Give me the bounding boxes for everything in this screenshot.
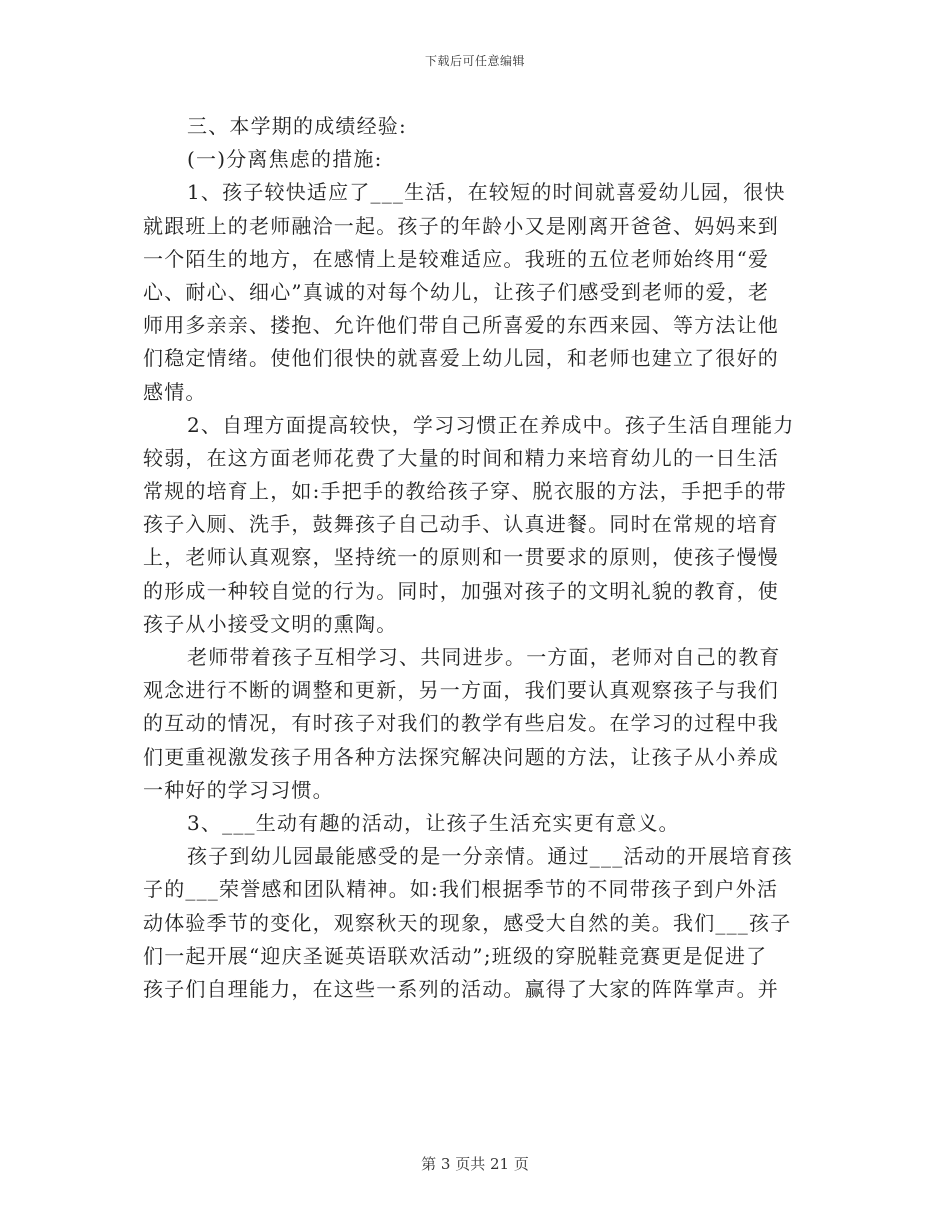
text-line: 2、自理方面提高较快，学习习惯正在养成中。孩子生活自理能力 — [187, 412, 795, 437]
text-line: 们更重视激发孩子用各种方法探究解决问题的方法，让孩子从小养成 — [143, 744, 779, 769]
text-line: 动体验季节的变化，观察秋天的现象，感受大自然的美。我们___孩子 — [143, 910, 792, 935]
text-line: 们稳定情绪。使他们很快的就喜爱上幼儿园，和老师也建立了很好的 — [143, 346, 779, 371]
text-line: 老师带着孩子互相学习、共同进步。一方面，老师对自己的教育 — [187, 645, 781, 669]
text-line: (一)分离焦虑的措施: — [187, 147, 383, 172]
text-line: 较弱，在这方面老师花费了大量的时间和精力来培育幼儿的一日生活 — [143, 445, 779, 470]
text-line: 的形成一种较自觉的行为。同时，加强对孩子的文明礼貌的教育，使 — [143, 578, 779, 603]
document-body — [143, 110, 807, 1006]
text-line: 的互动的情况，有时孩子对我们的教学有些启发。在学习的过程中我 — [143, 711, 779, 736]
text-line: 孩子到幼儿园最能感受的是一分亲情。通过___活动的开展培育孩 — [187, 844, 793, 869]
text-line: 1、孩子较快适应了___生活，在较短的时间就喜爱幼儿园，很快 — [187, 180, 786, 205]
text-line: 感情。 — [143, 379, 207, 404]
text-line: 观念进行不断的调整和更新，另一方面，我们要认真观察孩子与我们 — [143, 678, 779, 703]
text-line: 子的___荣誉感和团队精神。如:我们根据季节的不同带孩子到户外活 — [143, 877, 779, 902]
text-line: 常规的培育上，如:手把手的教给孩子穿、脱衣服的方法，手把手的带 — [143, 479, 787, 504]
page-footer: 第 3 页共 21 页 — [421, 1155, 529, 1173]
text-line: 就跟班上的老师融洽一起。孩子的年龄小又是刚离开爸爸、妈妈来到 — [143, 213, 779, 238]
text-line: 一个陌生的地方，在感情上是较难适应。我班的五位老师始终用“爱 — [143, 246, 770, 271]
text-line: 师用多亲亲、搂抱、允许他们带自己所喜爱的东西来园、等方法让他 — [143, 313, 779, 338]
page-header: 下载后可任意编辑 — [424, 54, 525, 68]
text-line: 孩子入厕、洗手，鼓舞孩子自己动手、认真进餐。同时在常规的培育 — [143, 512, 779, 537]
text-line: 孩子从小接受文明的熏陶。 — [143, 611, 398, 636]
text-line: 一种好的学习习惯。 — [143, 777, 334, 802]
text-line: 心、耐心、细心”真诚的对每个幼儿，让孩子们感受到老师的爱，老 — [143, 279, 770, 304]
text-line: 孩子们自理能力，在这些一系列的活动。赢得了大家的阵阵掌声。并 — [143, 976, 779, 1001]
text-line: 上，老师认真观察，坚持统一的原则和一贯要求的原则，使孩子慢慢 — [143, 545, 779, 570]
text-line: 三、本学期的成绩经验: — [187, 114, 407, 138]
text-line: 3、___生动有趣的活动，让孩子生活充实更有意义。 — [187, 810, 680, 835]
text-line: 们一起开展“迎庆圣诞英语联欢活动”;班级的穿脱鞋竞赛更是促进了 — [143, 943, 768, 968]
